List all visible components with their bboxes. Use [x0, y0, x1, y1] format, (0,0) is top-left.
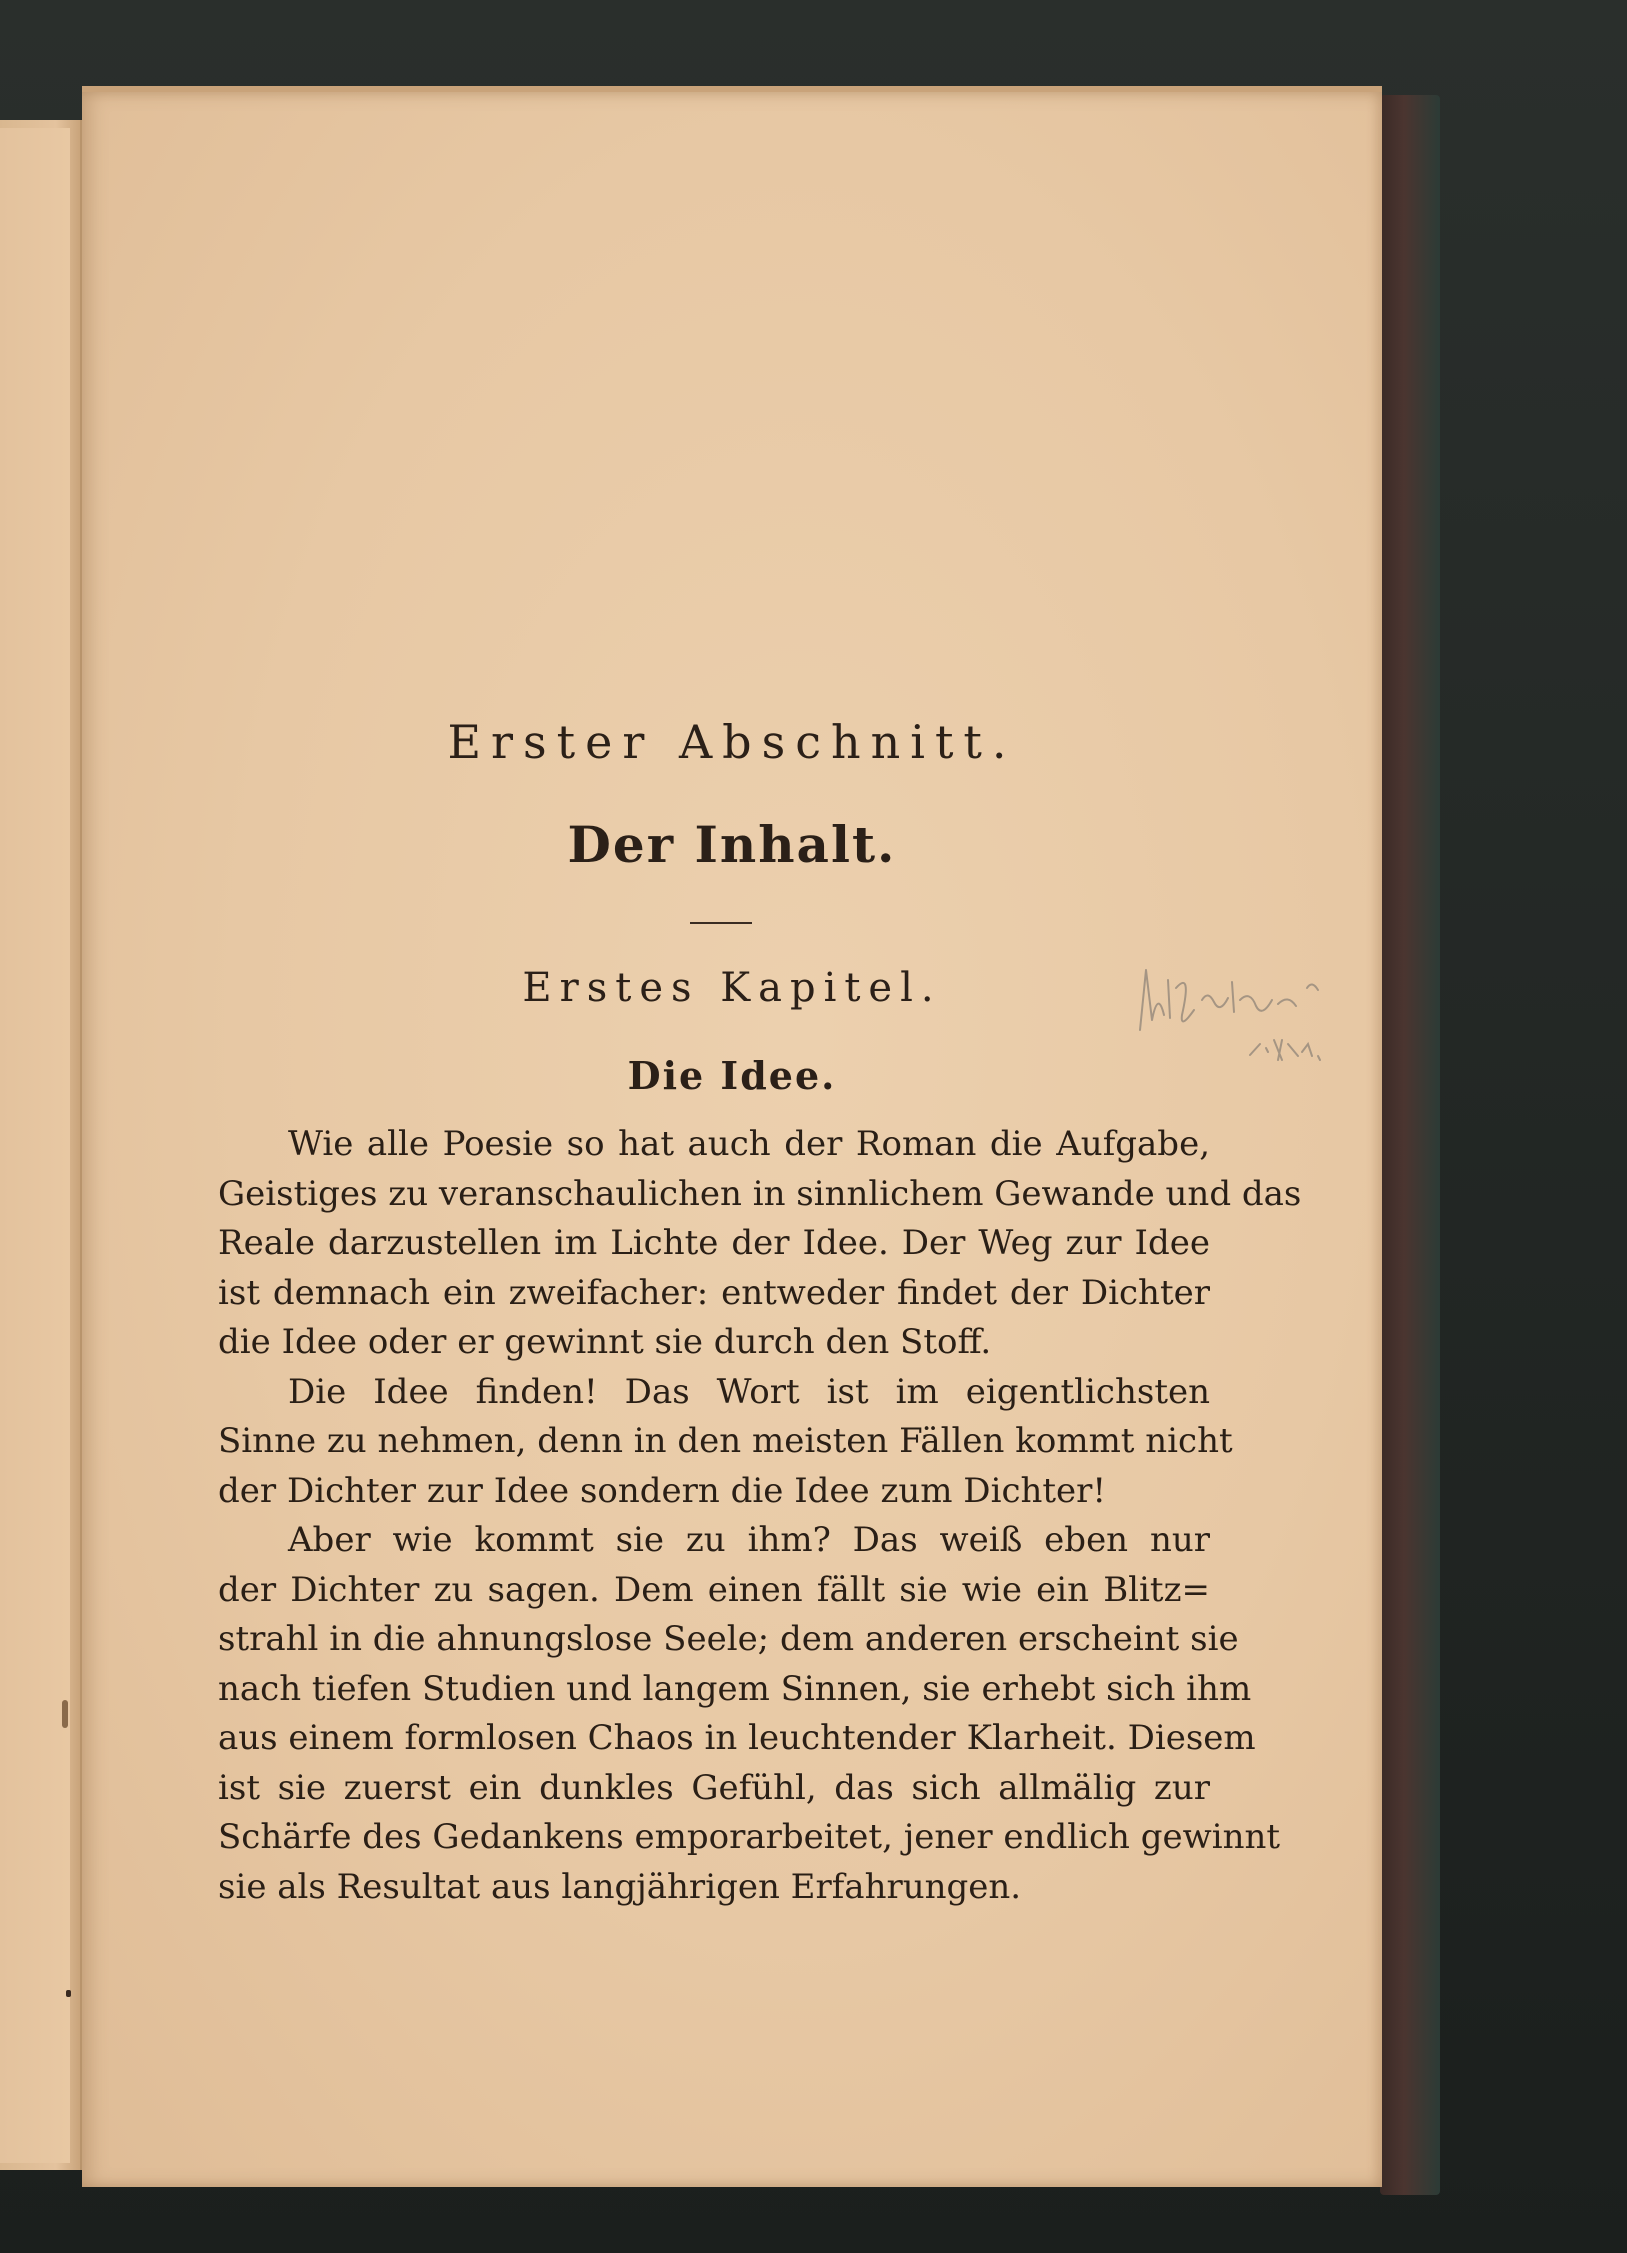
text-line: Aber wie kommt sie zu ihm? Das weiß eben nur — [288, 1520, 1210, 1560]
paragraph-1 — [218, 1120, 1302, 1368]
title-divider — [690, 922, 752, 924]
text-line: Reale darzustellen im Lichte der Idee. Der Weg zur Idee — [218, 1223, 1210, 1263]
text-line: Schärfe des Gedankens emporarbeitet, jener endlich gewinnt — [218, 1817, 1281, 1857]
chapter-label: Erstes Kapitel. — [522, 965, 942, 1011]
text-line: der Dichter zur Idee sondern die Idee zum Dichter! — [218, 1470, 1107, 1511]
binding-stitch — [62, 1700, 68, 1728]
text-line: Sinne zu nehmen, denn in den meisten Fällen kommt nicht — [218, 1421, 1233, 1461]
text-line: sie als Resultat aus langjährigen Erfahrungen. — [218, 1866, 1022, 1907]
text-line: Wie alle Poesie so hat auch der Roman die Aufgabe, — [288, 1124, 1210, 1164]
text-line: ist demnach ein zweifacher: entweder findet der Dichter — [218, 1272, 1210, 1313]
text-line: Die Idee finden! Das Wort ist im eigentlichsten — [288, 1371, 1210, 1412]
binding-mark — [66, 1990, 71, 1997]
chapter-title: Die Idee. — [627, 1053, 837, 1098]
part-heading: Der Inhalt. — [567, 815, 897, 874]
book-cover-edge — [1380, 95, 1440, 2195]
left-page-surface — [0, 128, 70, 2163]
text-line: Geistiges zu veranschaulichen in sinnlichem Gewande und das — [218, 1173, 1302, 1214]
handwritten-pencil-note — [1132, 960, 1392, 1090]
text-line: nach tiefen Studien und langem Sinnen, sie erhebt sich ihm — [218, 1668, 1252, 1709]
section-heading: Erster Abschnitt. — [447, 715, 1017, 769]
text-line: strahl in die ahnungslose Seele; dem anderen erscheint sie — [218, 1619, 1239, 1659]
text-line: der Dichter zu sagen. Dem einen fällt sie wie ein Blitz= — [218, 1569, 1210, 1610]
paragraph-3 — [218, 1516, 1281, 1912]
paragraph-2 — [218, 1368, 1233, 1517]
text-line: die Idee oder er gewinnt sie durch den Stoff. — [218, 1322, 992, 1362]
text-line: aus einem formlosen Chaos in leuchtender Klarheit. Diesem — [218, 1718, 1256, 1758]
body-text — [218, 1120, 1302, 1912]
text-line: ist sie zuerst ein dunkles Gefühl, das sich allmälig zur — [218, 1767, 1210, 1808]
